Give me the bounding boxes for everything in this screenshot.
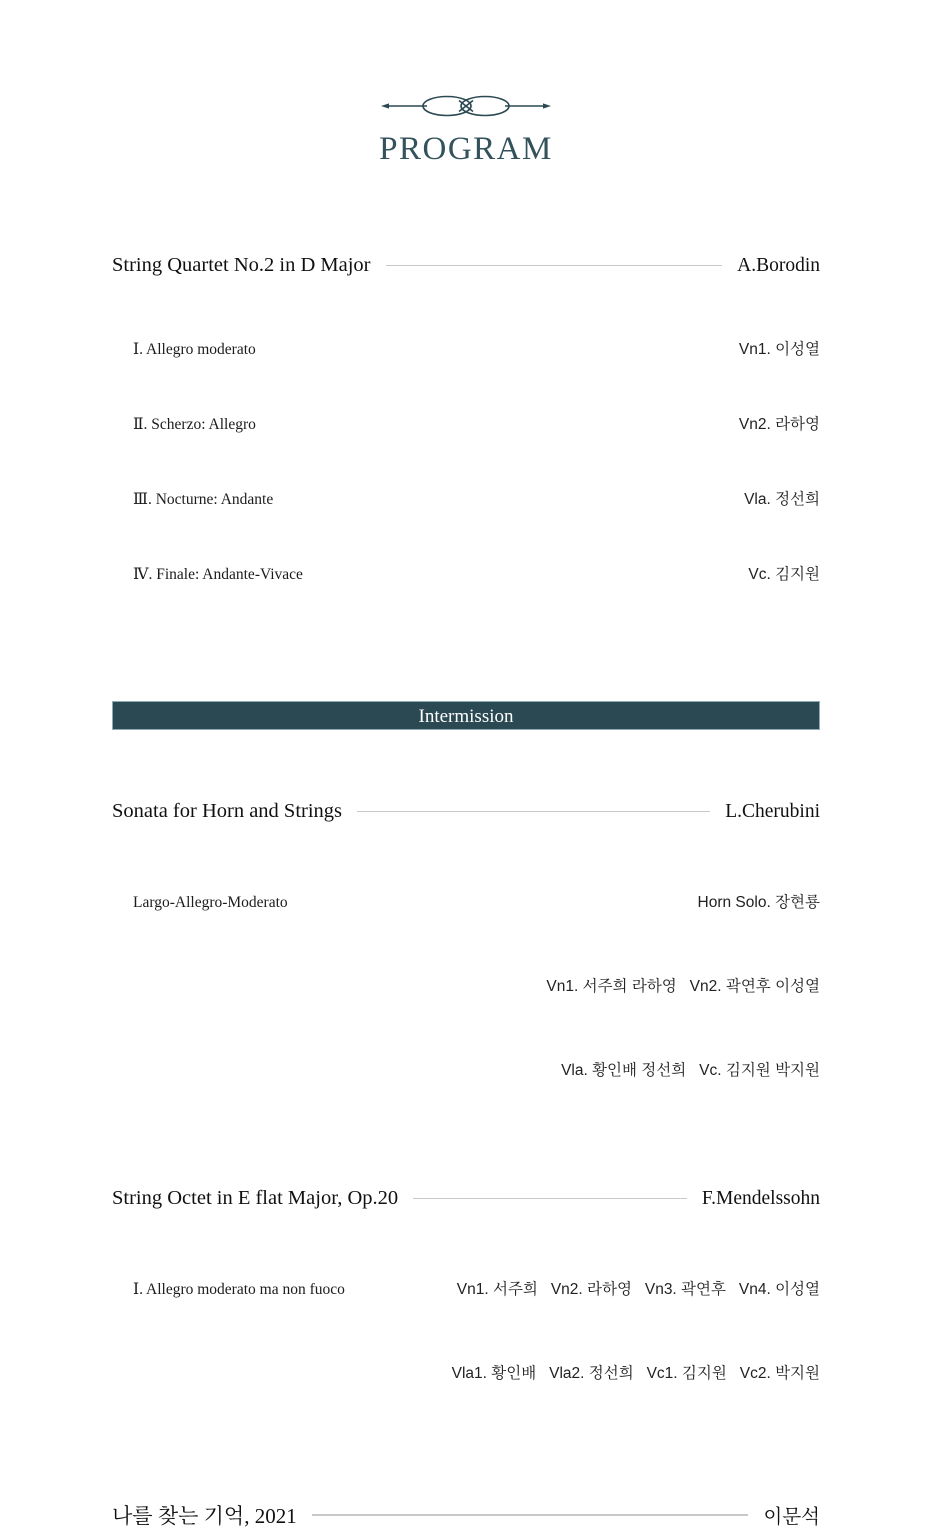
movement-list — [112, 1220, 345, 1360]
composer-name: 이문석 — [763, 1507, 820, 1528]
movement-item: Ⅳ. Finale: Andante-Vivace — [133, 566, 303, 583]
divider-rule — [386, 265, 723, 267]
divider-rule — [413, 1198, 687, 1200]
performer-item: Vn1. 서주희 Vn2. 라하영 Vn3. 곽연후 Vn4. 이성열 — [456, 1281, 820, 1298]
composer-name: F.Mendelssohn — [701, 1187, 820, 1209]
movement-list — [112, 287, 303, 637]
piece-section-borodin — [112, 254, 820, 637]
page-title: PROGRAM — [379, 131, 553, 167]
piece-body — [112, 1220, 820, 1444]
performer-item: Vn1. 이성열 — [738, 341, 820, 358]
piece-body — [112, 287, 820, 637]
infinity-scroll-divider-icon — [381, 92, 551, 120]
piece-title: String Octet in E flat Major, Op.20 — [112, 1187, 399, 1209]
movement-list — [112, 833, 288, 973]
composer-name: A.Borodin — [737, 254, 820, 276]
movement-item: Ⅲ. Nocturne: Andante — [133, 491, 274, 508]
performer-item: Vla. 정선희 — [744, 491, 820, 508]
program-content — [0, 254, 932, 1530]
ornament-divider — [0, 0, 932, 125]
intermission-banner: Intermission — [112, 701, 820, 730]
composer-name: L.Cherubini — [725, 800, 820, 822]
performer-item: Horn Solo. 장현룡 — [697, 894, 820, 911]
performer-item: Vc. 김지원 — [748, 566, 820, 583]
piece-header — [112, 800, 820, 823]
piece-section-cherubini — [112, 800, 820, 1141]
movement-item: Ⅰ. Allegro moderato ma non fuoco — [133, 1281, 345, 1298]
piece-title: Sonata for Horn and Strings — [112, 800, 343, 822]
performer-item: Vla. 황인배 정선희 Vc. 김지원 박지원 — [561, 1062, 820, 1079]
piece-header — [112, 254, 820, 277]
piece-body — [112, 833, 820, 1141]
piece-header — [112, 1187, 820, 1210]
piece-section-finale — [112, 1500, 820, 1530]
performer-item: Vn1. 서주희 라하영 Vn2. 곽연후 이성열 — [546, 978, 820, 995]
performer-item: Vla1. 황인배 Vla2. 정선희 Vc1. 김지원 Vc2. 박지원 — [451, 1365, 820, 1382]
movement-item: Ⅱ. Scherzo: Allegro — [133, 416, 256, 433]
performer-list — [739, 287, 820, 637]
performer-item: Vn2. 라하영 — [738, 416, 820, 433]
divider-rule — [357, 811, 710, 813]
piece-title: String Quartet No.2 in D Major — [112, 254, 371, 276]
movement-item: Ⅰ. Allegro moderato — [133, 341, 256, 358]
piece-header — [112, 1500, 820, 1530]
piece-title: 나를 찾는 기억, 2021 — [112, 1504, 297, 1528]
divider-rule — [312, 1514, 749, 1516]
performer-list — [546, 833, 820, 1141]
movement-item: Largo-Allegro-Moderato — [133, 894, 288, 911]
performer-list — [452, 1220, 820, 1444]
piece-section-mendelssohn — [112, 1187, 820, 1444]
